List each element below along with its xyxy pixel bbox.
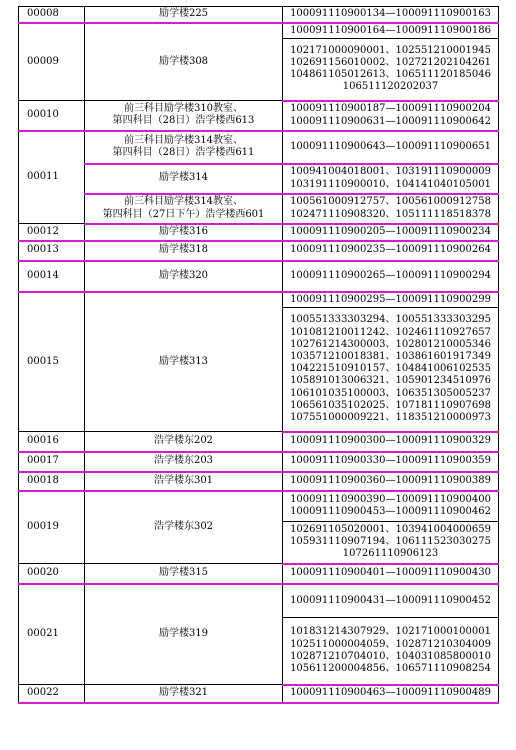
room-cell: [85, 164, 283, 194]
exam-code-cell: 00018: [19, 472, 85, 491]
cell-line: 浩学楼东202: [153, 435, 214, 447]
room-cell: [85, 491, 283, 564]
cell-line: 100091110900164—100091110900186: [290, 24, 491, 36]
cell-line: 100091110900295—100091110900299: [290, 293, 491, 305]
candidate-number-cell: [283, 564, 499, 584]
candidate-number-cell: [283, 584, 499, 618]
exam-code-cell: 00022: [19, 685, 85, 703]
table-row: [19, 164, 499, 194]
room-cell: [85, 472, 283, 491]
room-cell: [85, 7, 283, 23]
candidate-number-cell: [283, 685, 499, 703]
exam-code-cell: 00019: [19, 491, 85, 564]
candidate-number-cell: [283, 432, 499, 452]
cell-line: 励学楼308: [158, 55, 209, 67]
room-cell: [85, 23, 283, 101]
candidate-number-cell: [283, 522, 499, 564]
cell-line: 100091110900463—100091110900489: [290, 687, 491, 699]
cell-line: 106511120202037: [342, 81, 439, 93]
cell-line: 100091110900205—100091110900234: [290, 225, 491, 237]
table-row: [19, 432, 499, 452]
cell-line: 励学楼314: [158, 172, 209, 184]
exam-code-cell: 00009: [19, 23, 85, 101]
cell-line: 102511000004059、102871210304009: [290, 638, 491, 650]
cell-line: 100551333303294、100551333303295: [290, 314, 491, 326]
cell-line: 106561035102025、107181110907698: [290, 399, 491, 411]
table-row: [19, 472, 499, 491]
candidate-number-cell: [283, 491, 499, 522]
exam-code-cell: 00013: [19, 241, 85, 261]
table-row: [19, 224, 499, 241]
candidate-number-cell: [283, 7, 499, 23]
cell-line: 102471110908320、105111118518378: [290, 208, 491, 220]
exam-code-cell: 00008: [19, 7, 85, 23]
candidate-number-cell: [283, 39, 499, 101]
candidate-number-cell: [283, 292, 499, 308]
candidate-number-cell: [283, 194, 499, 224]
room-cell: [85, 685, 283, 703]
cell-line: 前三科目励学楼310教室、: [123, 103, 244, 115]
cell-line: 101831214307929、102171000100001: [290, 626, 491, 638]
cell-line: 100091110900300—100091110900329: [290, 435, 491, 447]
cell-line: 100561000912757、100561000912758: [290, 196, 491, 208]
room-cell: [85, 432, 283, 452]
cell-line: 100091110900631—100091110900642: [290, 115, 491, 127]
room-cell: [85, 241, 283, 261]
cell-line: 100091110900453—100091110900462: [290, 506, 491, 518]
table-row: [19, 101, 499, 131]
cell-line: 101081210011242、102461110927657: [290, 326, 491, 338]
exam-room-table: [18, 6, 499, 704]
cell-line: 励学楼315: [158, 567, 209, 579]
room-cell: [85, 224, 283, 241]
exam-code-cell: 00015: [19, 292, 85, 432]
cell-line: 105611200004856、106571110908254: [290, 662, 491, 674]
cell-line: 102871210704010、104031085800010: [290, 650, 491, 662]
room-cell: [85, 452, 283, 472]
cell-line: 100091110900265—100091110900294: [290, 269, 491, 281]
candidate-number-cell: [283, 164, 499, 194]
cell-line: 100091110900187—100091110900204: [290, 103, 491, 115]
cell-line: 104861105012613、106511120185046: [290, 69, 491, 81]
candidate-number-cell: [283, 23, 499, 39]
table-row: [19, 685, 499, 703]
table-body: [19, 7, 499, 703]
table-row: [19, 452, 499, 472]
cell-line: 100091110900134—100091110900163: [290, 8, 491, 20]
table-row: [19, 131, 499, 164]
cell-line: 励学楼319: [158, 628, 209, 640]
cell-line: 105931110907194、106111523030275: [290, 536, 491, 548]
cell-line: 102691156010002、102721202104261: [290, 57, 491, 69]
exam-code-cell: 00010: [19, 101, 85, 131]
table-row: [19, 491, 499, 522]
table-row: [19, 584, 499, 618]
cell-line: 107261110906123: [342, 548, 439, 560]
cell-line: 100091110900360—100091110900389: [290, 474, 491, 486]
cell-line: 励学楼316: [158, 225, 209, 237]
room-cell: [85, 131, 283, 164]
candidate-number-cell: [283, 241, 499, 261]
exam-code-cell: 00021: [19, 584, 85, 685]
cell-line: 107551000009221、118351210000973: [290, 411, 491, 423]
room-cell: [85, 584, 283, 685]
cell-line: 106101035100003、106351305005237: [290, 387, 491, 399]
cell-line: 浩学楼东301: [153, 474, 214, 486]
table-row: [19, 7, 499, 23]
cell-line: 前三科目励学楼314教室、: [123, 134, 244, 146]
cell-line: 100091110900235—100091110900264: [290, 244, 491, 256]
cell-line: 浩学楼东302: [153, 521, 214, 533]
cell-line: 103191110900010、104141040105001: [290, 178, 491, 190]
exam-code-cell: 00011: [19, 131, 85, 224]
candidate-number-cell: [283, 308, 499, 432]
cell-line: 励学楼318: [158, 244, 209, 256]
cell-line: 103571210018381、103861601917349: [290, 350, 491, 362]
room-cell: [85, 261, 283, 292]
cell-line: 励学楼225: [158, 8, 209, 20]
cell-line: 100941004018001、103191110900009: [290, 166, 491, 178]
cell-line: 励学楼321: [158, 687, 209, 699]
candidate-number-cell: [283, 452, 499, 472]
cell-line: 第四科目（28日）浩学楼西613: [112, 115, 255, 127]
cell-line: 第四科目（28日）浩学楼西611: [112, 147, 255, 158]
table-row: [19, 241, 499, 261]
table-row: [19, 194, 499, 224]
room-cell: [85, 101, 283, 131]
cell-line: 104221510910157、104841006102535: [290, 363, 491, 375]
candidate-number-cell: [283, 618, 499, 685]
cell-line: 100091110900401—100091110900430: [290, 567, 491, 579]
cell-line: 102691105020001、103941004000659: [290, 523, 491, 535]
room-cell: [85, 564, 283, 584]
cell-line: 105891013006321、105901234510976: [290, 375, 491, 387]
cell-line: 102761214300003、102801210005346: [290, 338, 491, 350]
candidate-number-cell: [283, 224, 499, 241]
cell-line: 100091110900390—100091110900400: [290, 494, 491, 506]
room-cell: [85, 292, 283, 432]
cell-line: 前三科目励学楼314教室、: [123, 196, 244, 208]
cell-line: 100091110900431—100091110900452: [290, 594, 491, 606]
table-row: [19, 564, 499, 584]
table-row: [19, 292, 499, 308]
table-row: [19, 261, 499, 292]
cell-line: 浩学楼东203: [153, 455, 214, 467]
room-cell: [85, 194, 283, 224]
cell-line: 励学楼313: [158, 355, 209, 367]
cell-line: 102171000090001、102551210001945: [290, 44, 491, 56]
exam-code-cell: 00017: [19, 452, 85, 472]
exam-code-cell: 00020: [19, 564, 85, 584]
exam-code-cell: 00016: [19, 432, 85, 452]
cell-line: 100091110900643—100091110900651: [290, 140, 491, 152]
cell-line: 100091110900330—100091110900359: [290, 455, 491, 467]
candidate-number-cell: [283, 101, 499, 131]
candidate-number-cell: [283, 261, 499, 292]
exam-code-cell: 00012: [19, 224, 85, 241]
exam-code-cell: 00014: [19, 261, 85, 292]
cell-line: 第四科目（27日下午）浩学楼西601: [102, 208, 265, 220]
candidate-number-cell: [283, 131, 499, 164]
candidate-number-cell: [283, 472, 499, 491]
cell-line: 励学楼320: [158, 269, 209, 281]
table-row: [19, 23, 499, 39]
